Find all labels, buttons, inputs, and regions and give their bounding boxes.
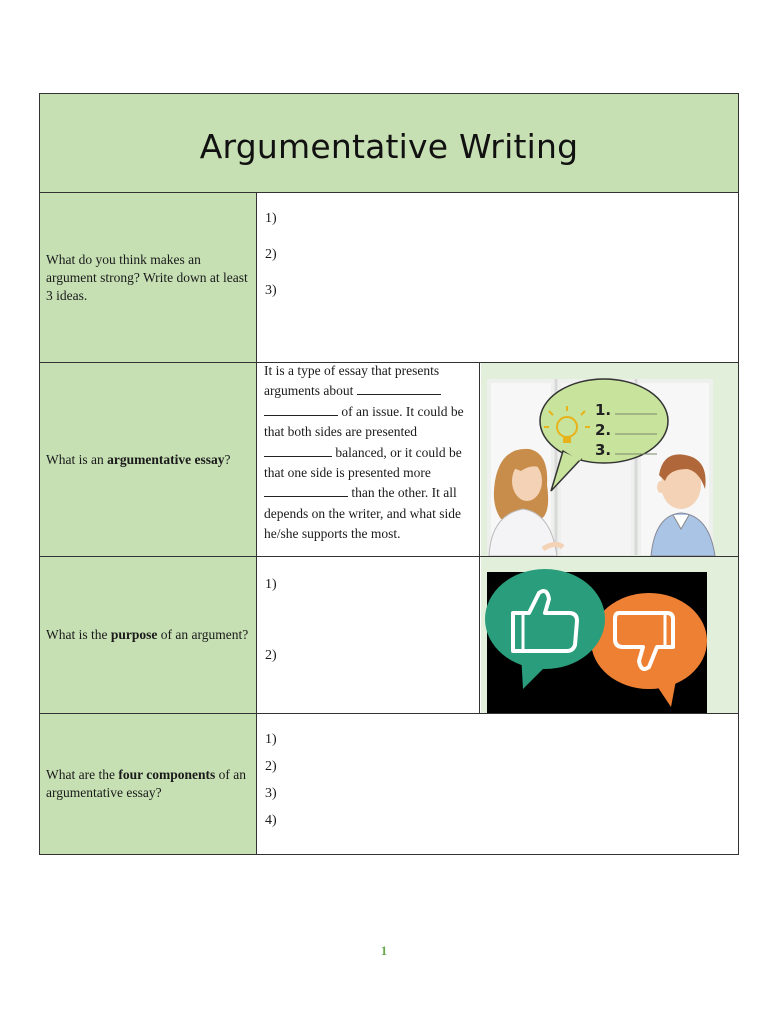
list-number: 3. xyxy=(595,441,612,459)
row-purpose xyxy=(40,557,738,714)
answer-number: 3) xyxy=(265,786,277,801)
answer-number: 2) xyxy=(265,247,277,262)
question-text: What do you think makes an argument strong? Write down at least 3 ideas. xyxy=(46,251,248,303)
illustration-cell xyxy=(481,557,738,713)
answer-cell[interactable] xyxy=(258,714,738,854)
thumbs-illustration xyxy=(481,557,738,713)
answer-number: 4) xyxy=(265,813,277,828)
question-cell xyxy=(40,557,257,713)
answer-number: 2) xyxy=(265,759,277,774)
answer-number: 3) xyxy=(265,283,277,298)
question-keyword: argumentative essay xyxy=(107,451,225,467)
question-text: What is the purpose of an argument? xyxy=(46,627,249,642)
title-row xyxy=(40,94,738,193)
question-cell xyxy=(40,714,257,854)
answer-number: 1) xyxy=(265,577,277,592)
worksheet-table xyxy=(39,93,739,855)
discussion-illustration xyxy=(481,363,738,556)
page-number: 1 xyxy=(380,943,388,958)
answer-number: 1) xyxy=(265,732,277,747)
page-title: Argumentative Writing xyxy=(199,126,579,166)
question-keyword: four components xyxy=(118,767,216,782)
question-cell xyxy=(40,363,257,556)
row-argumentative-essay xyxy=(40,363,738,557)
question-cell xyxy=(40,193,257,362)
list-number: 1. xyxy=(595,401,612,419)
question-keyword: purpose xyxy=(110,627,158,642)
answer-cell[interactable] xyxy=(258,193,738,362)
list-number: 2. xyxy=(595,421,612,439)
definition-text[interactable]: It is a type of essay that presents arguments about of an issue. It could be that both sides are presented balanced, or it could be that one side is presented more than the other. It all depends on the writer, and what side he/she supports the most. xyxy=(258,363,480,556)
row-strong-argument xyxy=(40,193,738,363)
answer-number: 2) xyxy=(265,648,277,663)
answer-cell[interactable] xyxy=(258,557,480,713)
question-text: What is an argumentative essay? xyxy=(46,451,231,467)
illustration-cell xyxy=(481,363,738,556)
question-text: What are the four components of an argumentative essay? xyxy=(46,767,246,800)
row-four-components xyxy=(40,714,738,854)
answer-number: 1) xyxy=(265,211,277,226)
